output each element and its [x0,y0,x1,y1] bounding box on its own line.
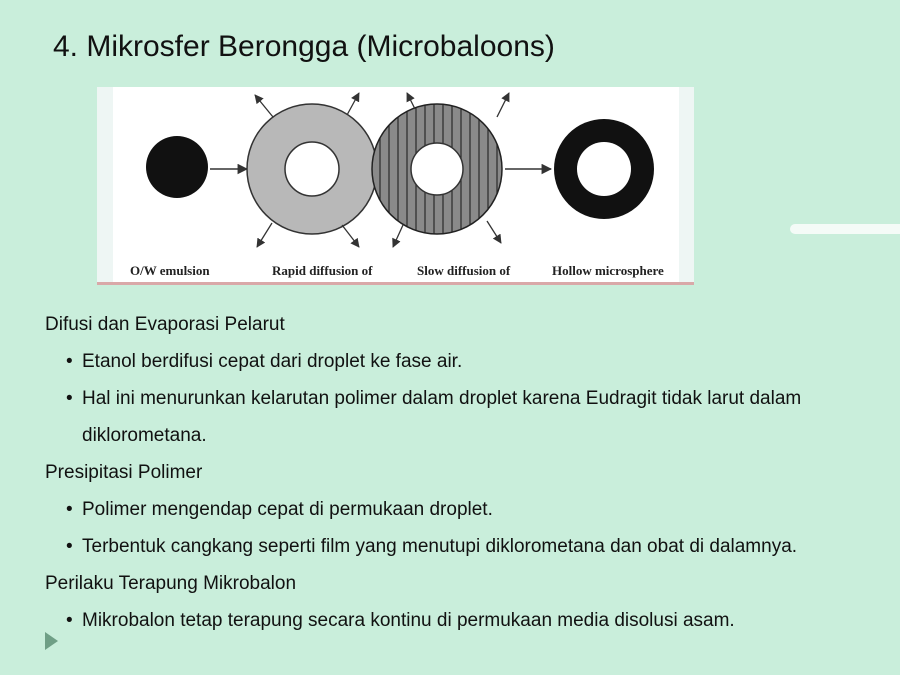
rapid-diffusion-ring [247,104,377,234]
label-rapid-diffusion: Rapid diffusion of [272,263,373,278]
hollow-microsphere [554,119,654,219]
section-heading: Presipitasi Polimer [45,462,203,483]
bullet-item: • Polimer mengendap cepat di permukaan droplet. [45,491,885,528]
play-triangle-icon [45,632,58,650]
bullet-item: • Etanol berdifusi cepat dari droplet ke fase air. [45,343,885,380]
label-slow-diffusion: Slow diffusion of [417,263,511,278]
section-heading: Perilaku Terapung Mikrobalon [45,573,297,594]
bullet-item: • Hal ini menurunkan kelarutan polimer dalam droplet karena Eudragit tidak larut dalam diklorometana. [45,380,885,454]
slide-title: 4. Mikrosfer Berongga (Microbaloons) [53,30,555,63]
decorative-accent-bar [790,224,900,234]
oil-water-emulsion-droplet [146,136,208,198]
bullet-icon: • [66,388,73,409]
bullet-icon: • [66,610,73,631]
bullet-icon: • [66,536,73,557]
bullet-item: • Terbentuk cangkang seperti film yang menutupi diklorometana dan obat di dalamnya. [45,528,885,565]
section-heading: Difusi dan Evaporasi Pelarut [45,314,285,335]
slide-body [45,306,885,639]
bullet-icon: • [66,351,73,372]
label-ow-emulsion: O/W emulsion [130,263,210,278]
microballoon-formation-diagram [97,87,694,285]
slow-diffusion-ring [372,97,502,247]
label-hollow-microsphere: Hollow microsphere [552,263,664,278]
bullet-icon: • [66,499,73,520]
bullet-item: • Mikrobalon tetap terapung secara kontinu di permukaan media disolusi asam. [45,602,885,639]
